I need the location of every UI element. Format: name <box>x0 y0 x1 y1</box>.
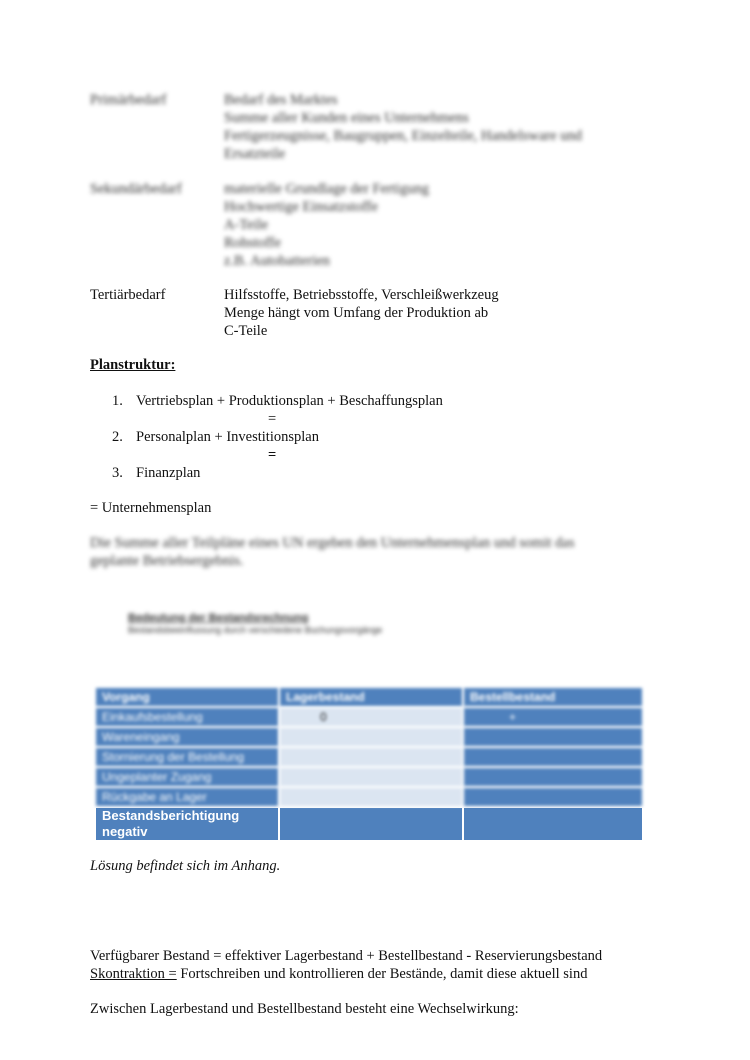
solution-note: Lösung befindet sich im Anhang. <box>90 858 281 874</box>
definition-text: materielle Grundlage der Fertigung Hochwertige Einsatzstoffe A-Teile Rohstoffe z.B. Autobatterien <box>224 181 429 269</box>
table-title: Bedeutung der Bestandsrechnung Bestandsbeeinflussung durch verschiedene Buchungsvorgänge <box>128 612 383 635</box>
list-item: Finanzplan <box>136 465 201 481</box>
table-row: Rückgabe an Lager <box>95 787 643 807</box>
column-header: Vorgang <box>95 687 279 707</box>
list-number: 3. <box>112 465 123 481</box>
table-row: Einkaufsbestellung 0 + <box>95 707 643 727</box>
term-label: Sekundärbedarf <box>90 181 182 197</box>
term-label: Primärbedarf <box>90 92 167 108</box>
table-row: Ungeplanter Zugang <box>95 767 643 787</box>
table-row: Stornierung der Bestellung <box>95 747 643 767</box>
definition-text: Fortschreiben und kontrollieren der Bestände, damit diese aktuell sind <box>176 966 588 982</box>
formula-line: Verfügbarer Bestand = effektiver Lagerbestand + Bestellbestand - Reservierungsbestand <box>90 948 603 964</box>
table-row: Wareneingang <box>95 727 643 747</box>
table-row: Bestandsberichtigung negativ <box>95 807 643 841</box>
section-heading: Planstruktur: <box>90 357 176 373</box>
stock-table <box>94 686 644 842</box>
list-item: Personalplan + Investitionsplan <box>136 429 319 445</box>
skontraktion-line <box>90 965 587 983</box>
term-label: Skontraktion = <box>90 966 177 982</box>
list-number: 2. <box>112 429 123 445</box>
definition-text: Bedarf des Marktes Summe aller Kunden eines Unternehmens Fertigerzeugnisse, Baugruppen, Einzelteile, Handelsware und Ersatzteile <box>224 92 582 162</box>
plan-result: = Unternehmensplan <box>90 500 212 516</box>
final-paragraph: Zwischen Lagerbestand und Bestellbestand besteht eine Wechselwirkung: <box>90 1001 519 1017</box>
term-label: Tertiärbedarf <box>90 287 166 303</box>
definition-text: Hilfsstoffe, Betriebsstoffe, Verschleißwerkzeug Menge hängt vom Umfang der Produktion ab C-Teile <box>224 287 499 339</box>
summary-paragraph: Die Summe aller Teilpläne eines UN ergeben den Unternehmensplan und somit das geplante Betriebsergebnis. <box>90 535 575 569</box>
column-header: Lagerbestand <box>279 687 463 707</box>
equals-sign: = <box>268 411 277 427</box>
list-item: Vertriebsplan + Produktionsplan + Beschaffungsplan <box>136 393 443 409</box>
list-number: 1. <box>112 393 123 409</box>
table-header-row <box>95 687 643 707</box>
column-header: Bestellbestand <box>463 687 643 707</box>
equals-sign: = <box>268 447 277 463</box>
